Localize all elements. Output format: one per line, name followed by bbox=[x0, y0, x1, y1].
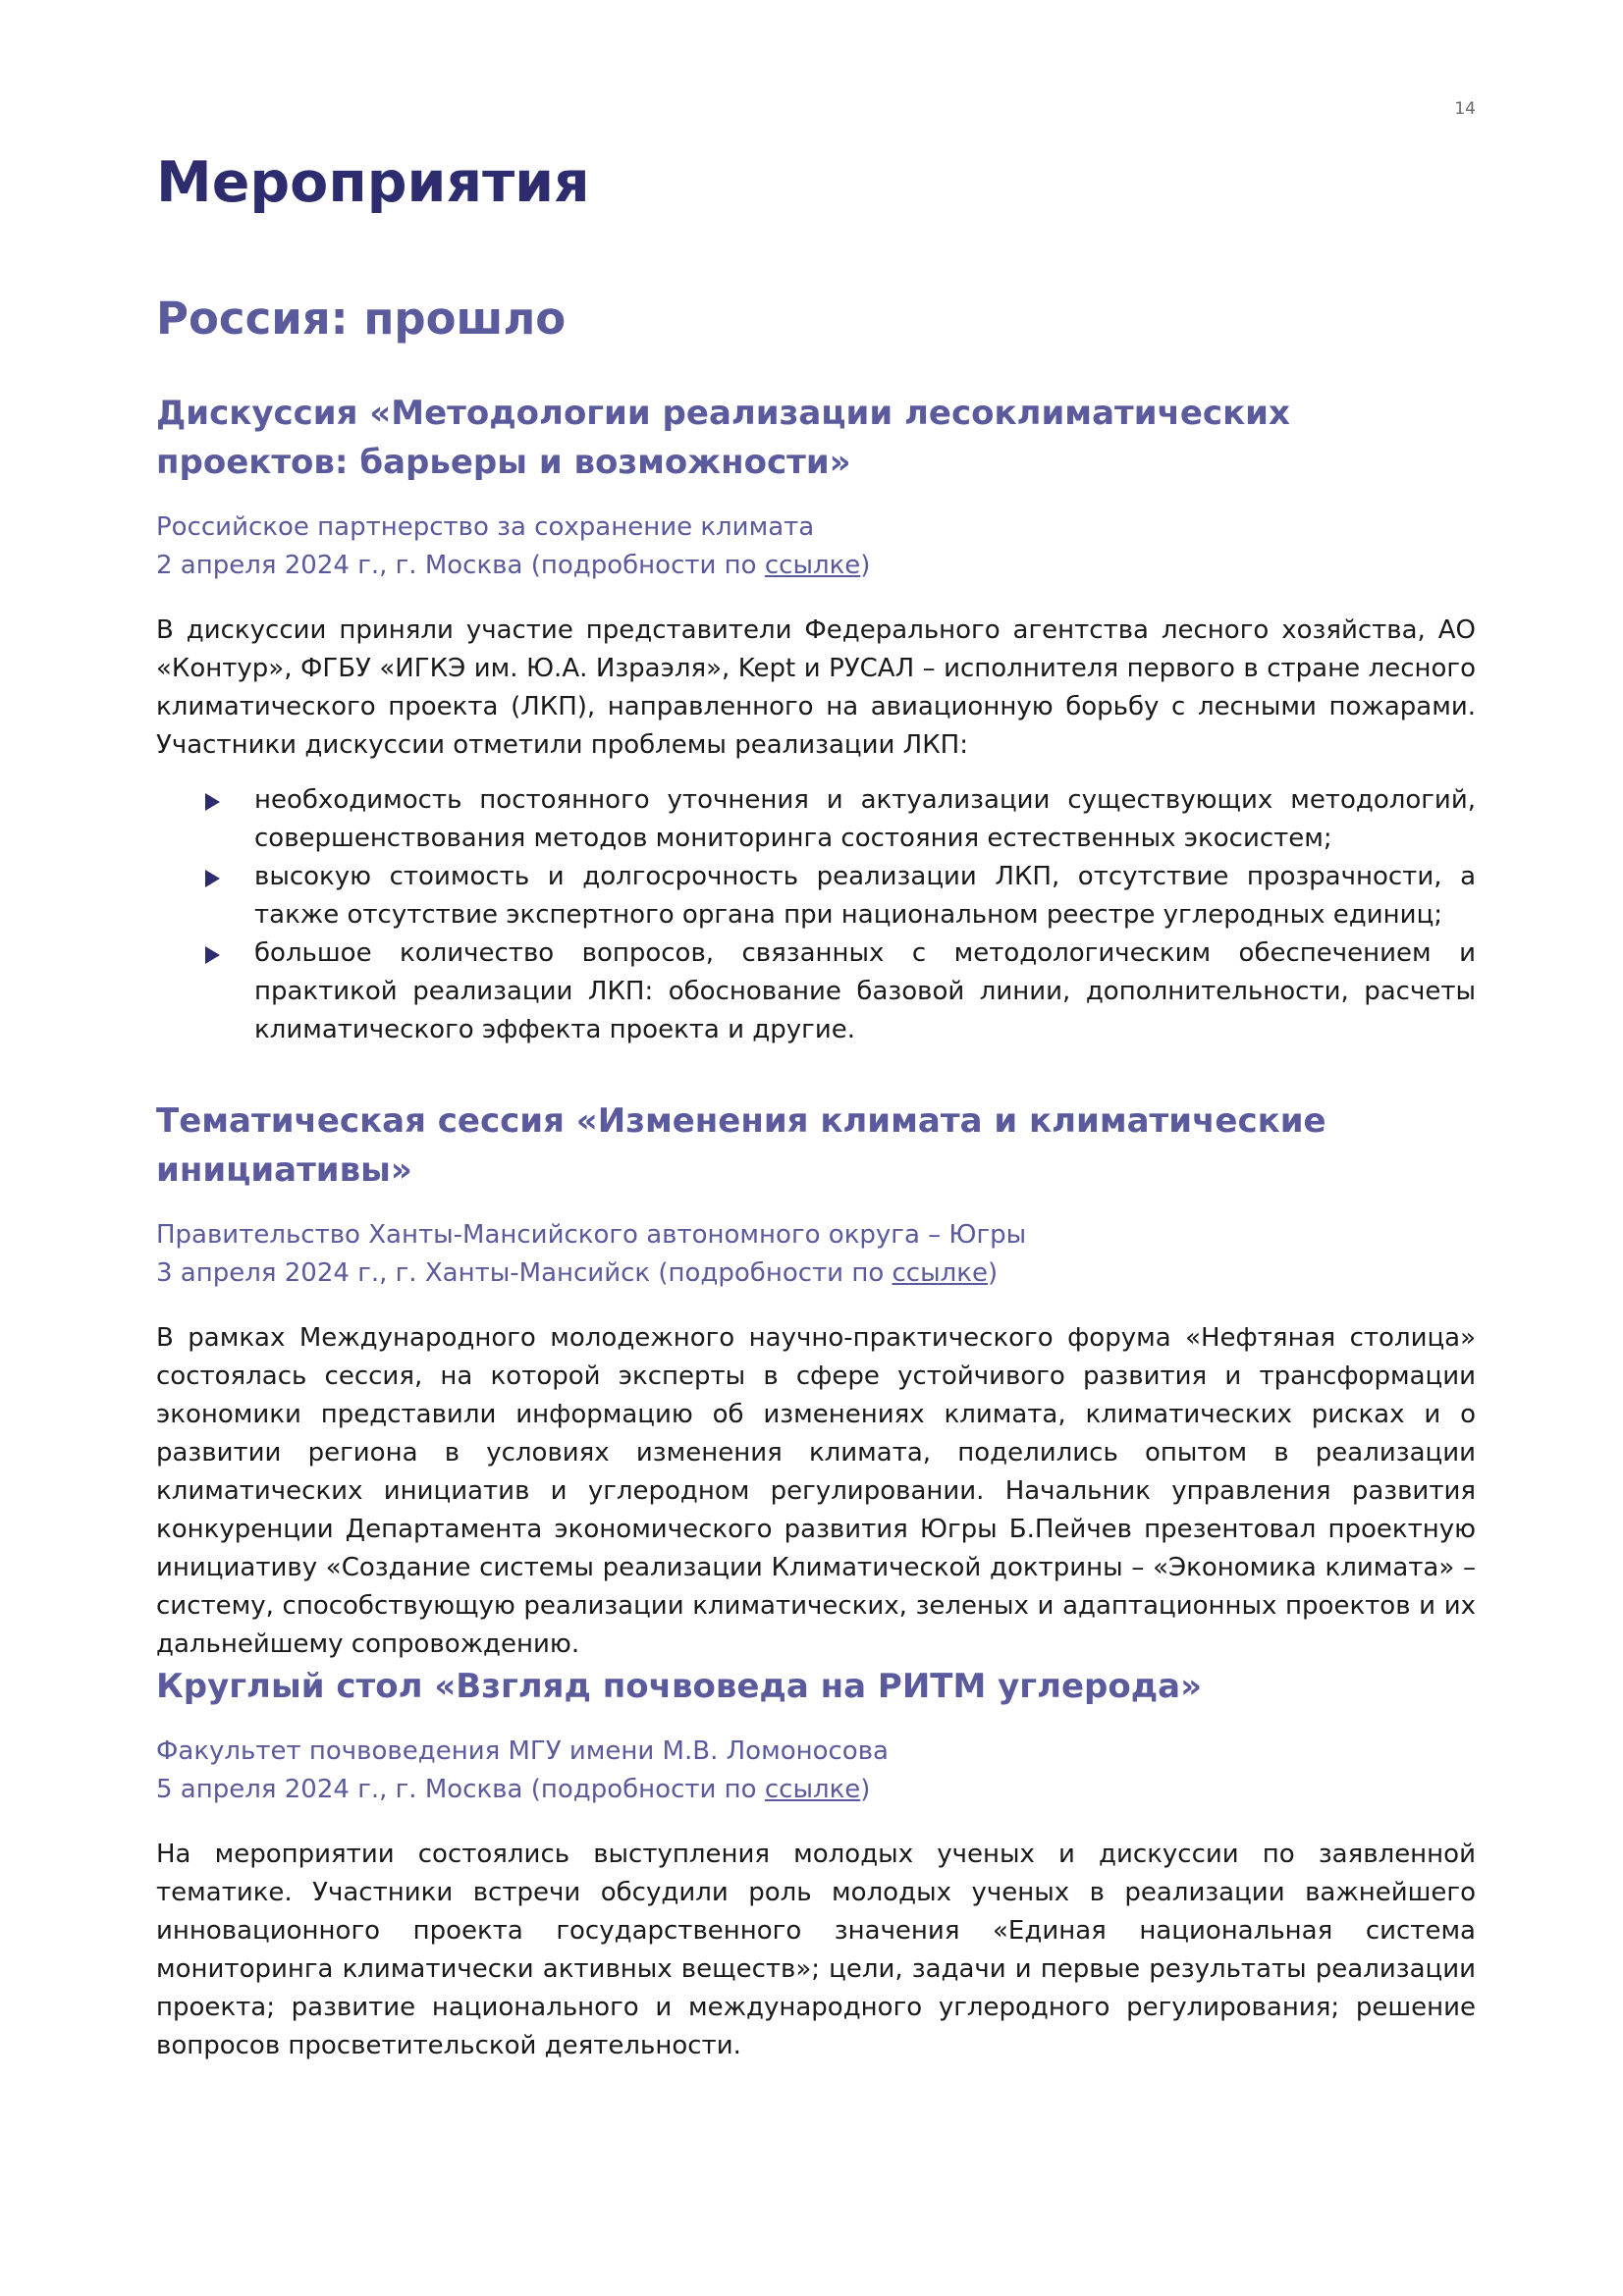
event-body: В рамках Международного молодежного научно-практического форума «Нефтяная столица» состоялась сессия, на которой эксперты в сфере устойчивого развития и трансформации экономики представили информацию об изменениях климата, климатических рисках и о развитии региона в условиях изменения климата, поделились опытом в реализации климатических инициатив и углеродном регулировании. Начальник управления развития конкуренции Департамента экономического развития Югры Б.Пейчев презентовал проектную инициативу «Создание системы реализации Климатической доктрины – «Экономика климата» – систему, способствующую реализации климатических, зеленых и адаптационных проектов и их дальнейшему сопровождению. bbox=[156, 1323, 1476, 1659]
list-item-text: большое количество вопросов, связанных с методологическим обеспечением и практикой реализации ЛКП: обоснование базовой линии, дополнительности, расчеты климатического эффекта проекта и другие. bbox=[254, 938, 1476, 1044]
event-organizer: Факультет почвоведения МГУ имени М.В. Ломоносова bbox=[156, 1736, 889, 1766]
event-date: 3 апреля 2024 г., г. Ханты-Мансийск (подробности по bbox=[156, 1258, 893, 1288]
event-meta bbox=[156, 1733, 1476, 1809]
event-meta bbox=[156, 508, 1476, 585]
list-item bbox=[156, 934, 1476, 1049]
event-title: Тематическая сессия «Изменения климата и климатические инициативы» bbox=[156, 1101, 1326, 1190]
event-title: Круглый стол «Взгляд почвоведа на РИТМ углерода» bbox=[156, 1667, 1203, 1706]
document-page bbox=[156, 0, 1476, 2296]
triangle-bullet-icon bbox=[205, 870, 220, 887]
event-details-link[interactable]: ссылке bbox=[764, 1775, 861, 1804]
event-body: В дискуссии приняли участие представители Федерального агентства лесного хозяйства, АО «Контур», ФГБУ «ИГКЭ им. Ю.А. Израэля», Kept и РУСАЛ – исполнителя первого в стране лесного климатического проекта (ЛКП), направленного на авиационную борьбу с лесными пожарами. Участники дискуссии отметили проблемы реализации ЛКП: bbox=[156, 615, 1476, 760]
event-meta bbox=[156, 1216, 1476, 1293]
list-item-text: высокую стоимость и долгосрочность реализации ЛКП, отсутствие прозрачности, а также отсутствие экспертного органа при национальном реестре углеродных единиц; bbox=[254, 862, 1476, 930]
list-item bbox=[156, 858, 1476, 934]
list-item-text: необходимость постоянного уточнения и актуализации существующих методологий, совершенствования методов мониторинга состояния естественных экосистем; bbox=[254, 785, 1476, 853]
event-date-suffix: ) bbox=[860, 551, 871, 580]
event-date-suffix: ) bbox=[987, 1258, 999, 1288]
section-title: Россия: прошло bbox=[156, 293, 567, 345]
event-1 bbox=[156, 389, 1476, 1049]
event-date: 5 апреля 2024 г., г. Москва (подробности по bbox=[156, 1775, 765, 1804]
event-date: 2 апреля 2024 г., г. Москва (подробности по bbox=[156, 551, 765, 580]
event-3 bbox=[156, 1662, 1476, 2065]
triangle-bullet-icon bbox=[205, 946, 220, 964]
event-body: На мероприятии состоялись выступления молодых ученых и дискуссии по заявленной тематике. Участники встречи обсудили роль молодых ученых в реализации важнейшего инновационного проекта государственного значения «Единая национальная система мониторинга климатически активных веществ»; цели, задачи и первые результаты реализации проекта; развитие национального и международного углеродного регулирования; решение вопросов просветительской деятельности. bbox=[156, 1840, 1476, 2060]
event-details-link[interactable]: ссылке bbox=[764, 551, 861, 580]
event-details-link[interactable]: ссылке bbox=[892, 1258, 988, 1288]
event-2 bbox=[156, 1096, 1476, 1664]
list-item bbox=[156, 781, 1476, 858]
problems-list bbox=[156, 781, 1476, 1049]
event-organizer: Российское партнерство за сохранение климата bbox=[156, 512, 815, 542]
page-number: 14 bbox=[1454, 99, 1476, 119]
page-title: Мероприятия bbox=[156, 150, 590, 215]
event-title: Дискуссия «Методологии реализации лесоклиматических проектов: барьеры и возможности» bbox=[156, 394, 1290, 482]
event-organizer: Правительство Ханты-Мансийского автономного округа – Югры bbox=[156, 1220, 1027, 1250]
triangle-bullet-icon bbox=[205, 793, 220, 811]
event-date-suffix: ) bbox=[860, 1775, 871, 1804]
